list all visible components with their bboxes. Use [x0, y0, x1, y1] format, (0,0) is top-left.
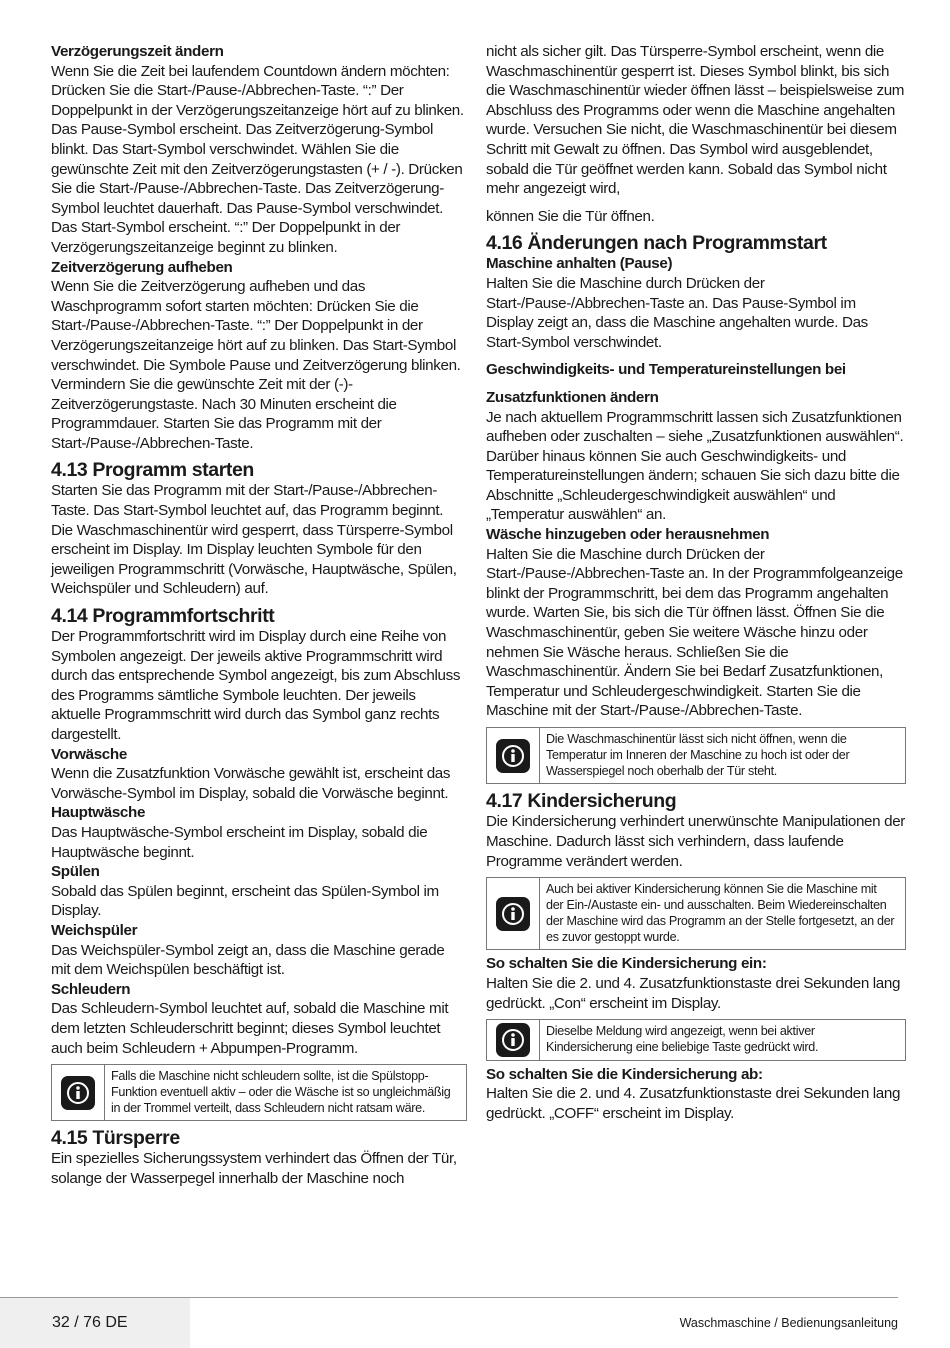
section-4-13-heading: 4.13 Programm starten	[51, 459, 254, 482]
delay-cancel-text: Wenn Sie die Zeitverzögerung aufheben und das Waschprogramm sofort starten möchten: Drücken Sie die Start-/Pause-/Abbrechen-Taste. “:” Der Doppelpunkt in der Verzögerungszeitanzeige hört auf zu blinken. Das Start-Symbol verschwindet. Die Symbole Pause und Zeitverzögerung blinken. Vermindern Sie die gewünschte Zeit mit der (-)-Zeitverzögerungstaste. Nach 30 Minuten erscheint die Programmdauer. Starten Sie das Programm mit der Start-/Pause-/Abbrechen-Taste.	[51, 278, 461, 452]
delay-change-text: Wenn Sie die Zeit bei laufendem Countdown ändern möchten: Drücken Sie die Start-/Pause-/Abbrechen-Taste. “:” Der Doppelpunkt in der Verzögerungszeitanzeige hört auf zu blinken. Das Pause-Symbol erscheint. Das Zeitverzögerung-Symbol blinkt. Das Start-Symbol verschwindet. Wählen Sie die gewünschte Zeit mit den Zeitverzögerungstasten (+ / -). Drücken Sie die Start-/Pause-/Abbrechen-Taste. Das Zeitverzögerung-Symbol leuchtet dauerhaft. Das Pause-Symbol verschwindet. Das Start-Symbol erscheint. “:” Der Doppelpunkt in der Verzögerungszeitanzeige beginnt zu blinken.	[51, 62, 464, 256]
left-column	[51, 42, 467, 1189]
softener-text: Das Weichspüler-Symbol zeigt an, dass die Maschine gerade mit dem Weichspülen beschäftigt ist.	[51, 941, 445, 979]
note-child-text: Auch bei aktiver Kindersicherung können Sie die Maschine mit der Ein-/Austaste ein- und ausschalten. Beim Wiedereinschalten der Maschine wird das Programm an der Stelle fortgesetzt, an der es zuvor gestoppt wurde.	[539, 878, 905, 949]
softener-heading: Weichspüler	[51, 921, 138, 939]
section-4-15-continued-2: können Sie die Tür öffnen.	[486, 207, 655, 225]
note-door	[486, 727, 906, 784]
note-message-text: Dieselbe Meldung wird angezeigt, wenn bei aktiver Kindersicherung eine beliebige Taste gedrückt wird.	[539, 1020, 905, 1060]
speed-heading-2: Zusatzfunktionen ändern	[486, 388, 659, 406]
laundry-heading: Wäsche hinzugeben oder herausnehmen	[486, 526, 770, 544]
lock-on-heading: So schalten Sie die Kindersicherung ein:	[486, 955, 767, 973]
info-icon	[496, 739, 530, 773]
info-icon	[61, 1076, 95, 1110]
footer-title: Waschmaschine / Bedienungsanleitung	[679, 1316, 898, 1330]
note-message	[486, 1019, 906, 1061]
info-icon	[496, 1023, 530, 1057]
delay-cancel-heading: Zeitverzögerung aufheben	[51, 258, 233, 276]
prewash-text: Wenn die Zusatzfunktion Vorwäsche gewählt ist, erscheint das Vorwäsche-Symbol im Display, sobald die Vorwäsche beginnt.	[51, 765, 451, 802]
section-4-14-text: Der Programmfortschritt wird im Display durch eine Reihe von Symbolen angezeigt. Der jeweils aktive Programmschritt wird durch das entsprechende Symbol angezeigt, bis zum Abschluss des Programms sämtliche Symbole leuchten. Der jeweils aktuelle Programmschritt wird durch das Symbol ganz rechts dargestellt.	[51, 628, 461, 743]
section-4-17-heading: 4.17 Kindersicherung	[486, 790, 677, 813]
note-spin-text: Falls die Maschine nicht schleudern sollte, ist die Spülstopp-Funktion eventuell aktiv – oder die Wäsche ist so ungleichmäßig in der Trommel verteilt, dass Schleudern nicht ratsam wäre.	[104, 1065, 466, 1120]
pause-heading: Maschine anhalten (Pause)	[486, 255, 673, 273]
section-4-16-heading: 4.16 Änderungen nach Programmstart	[486, 232, 827, 255]
rinse-text: Sobald das Spülen beginnt, erscheint das Spülen-Symbol im Display.	[51, 882, 439, 920]
mainwash-text: Das Hauptwäsche-Symbol erscheint im Display, sobald die Hauptwäsche beginnt.	[51, 823, 428, 861]
lock-on-text: Halten Sie die 2. und 4. Zusatzfunktionstaste drei Sekunden lang gedrückt. „Con“ erscheint im Display.	[486, 974, 901, 1012]
spin-heading: Schleudern	[51, 980, 131, 998]
section-4-14-heading: 4.14 Programmfortschritt	[51, 605, 275, 628]
speed-text: Je nach aktuellem Programmschritt lassen sich Zusatzfunktionen aufheben oder zuschalten – siehe „Zusatzfunktionen auswählen“. Darüber hinaus können Sie auch Geschwindigkeits- und Temperatureinstellungen ändern; schauen Sie sich dazu bitte die Abschnitte „Schleudergeschwindigkeit auswählen“ und „Temperatur auswählen“ an.	[486, 408, 904, 524]
section-4-15-text: Ein spezielles Sicherungssystem verhindert das Öffnen der Tür, solange der Wasserpegel innerhalb der Maschine noch	[51, 1150, 457, 1188]
section-4-13-text: Starten Sie das Programm mit der Start-/Pause-/Abbrechen-Taste. Das Start-Symbol leuchtet auf, das Programm beginnt. Die Waschmaschinentür wird gesperrt, dass Türsperre-Symbol erscheint im Display. Im Display leuchten Symbole für den jeweiligen Programmschritt (Vorwäsche, Hauptwäsche, Spülen, Weichspüler und Schleudern) auf.	[51, 482, 457, 598]
note-door-text: Die Waschmaschinentür lässt sich nicht öffnen, wenn die Temperatur im Inneren der Maschine zu hoch ist oder der Wasserspiegel noch oberhalb der Tür steht.	[539, 728, 905, 783]
note-child	[486, 877, 906, 950]
right-column	[486, 42, 906, 1124]
lock-off-text: Halten Sie die 2. und 4. Zusatzfunktionstaste drei Sekunden lang gedrückt. „COFF“ erscheint im Display.	[486, 1085, 901, 1122]
rinse-heading: Spülen	[51, 863, 100, 881]
note-spin	[51, 1064, 467, 1121]
section-4-17-text: Die Kindersicherung verhindert unerwünschte Manipulationen der Maschine. Dadurch lässt sich verhindern, dass laufende Programme verändert werden.	[486, 813, 905, 870]
pause-text: Halten Sie die Maschine durch Drücken der Start-/Pause-/Abbrechen-Taste an. Das Pause-Symbol im Display zeigt an, dass die Maschine angehalten wurde. Das Start-Symbol verschwindet.	[486, 274, 868, 351]
delay-change-heading: Verzögerungszeit ändern	[51, 43, 224, 60]
mainwash-heading: Hauptwäsche	[51, 804, 146, 822]
lock-off-heading: So schalten Sie die Kindersicherung ab:	[486, 1065, 763, 1083]
page-number: 32 / 76 DE	[0, 1298, 190, 1348]
laundry-text: Halten Sie die Maschine durch Drücken der Start-/Pause-/Abbrechen-Taste an. In der Programmfolgeanzeige blinkt der Programmschritt, bei dem das Programm angehalten wurde. Warten Sie, bis sich die Tür öffnen lässt. Öffnen Sie die Waschmaschinentür, geben Sie weitere Wäsche hinzu oder nehmen Sie Wäsche heraus. Schließen Sie die Waschmaschinentür. Ändern Sie bei Bedarf Zusatzfunktionen, Temperatur und Schleudergeschwindigkeit. Starten Sie die Maschine mit der Start-/Pause-/Abbrechen-Taste.	[486, 545, 903, 720]
info-icon	[496, 897, 530, 931]
spin-text: Das Schleudern-Symbol leuchtet auf, sobald die Maschine mit dem letzten Schleuderschritt beginnt; dieses Symbol leuchtet auch beim Schleudern + Abpumpen-Programm.	[51, 1000, 449, 1057]
speed-heading-1: Geschwindigkeits- und Temperatureinstellungen bei	[486, 361, 846, 379]
section-4-15-continued: nicht als sicher gilt. Das Türsperre-Symbol erscheint, wenn die Waschmaschinentür gesperrt ist. Dieses Symbol blinkt, bis sich die Waschmaschinentür wieder öffnen lässt – beispielsweise zum Abschluss des Programms oder wenn die Maschine angehalten wurde. Versuchen Sie nicht, die Waschmaschinentür bei diesem Schritt mit Gewalt zu öffnen. Das Symbol wird ausgeblendet, sobald die Tür geöffnet werden kann. Sobald das Symbol nicht mehr angezeigt wird,	[486, 43, 905, 198]
section-4-15-heading: 4.15 Türsperre	[51, 1127, 180, 1150]
prewash-heading: Vorwäsche	[51, 745, 127, 763]
